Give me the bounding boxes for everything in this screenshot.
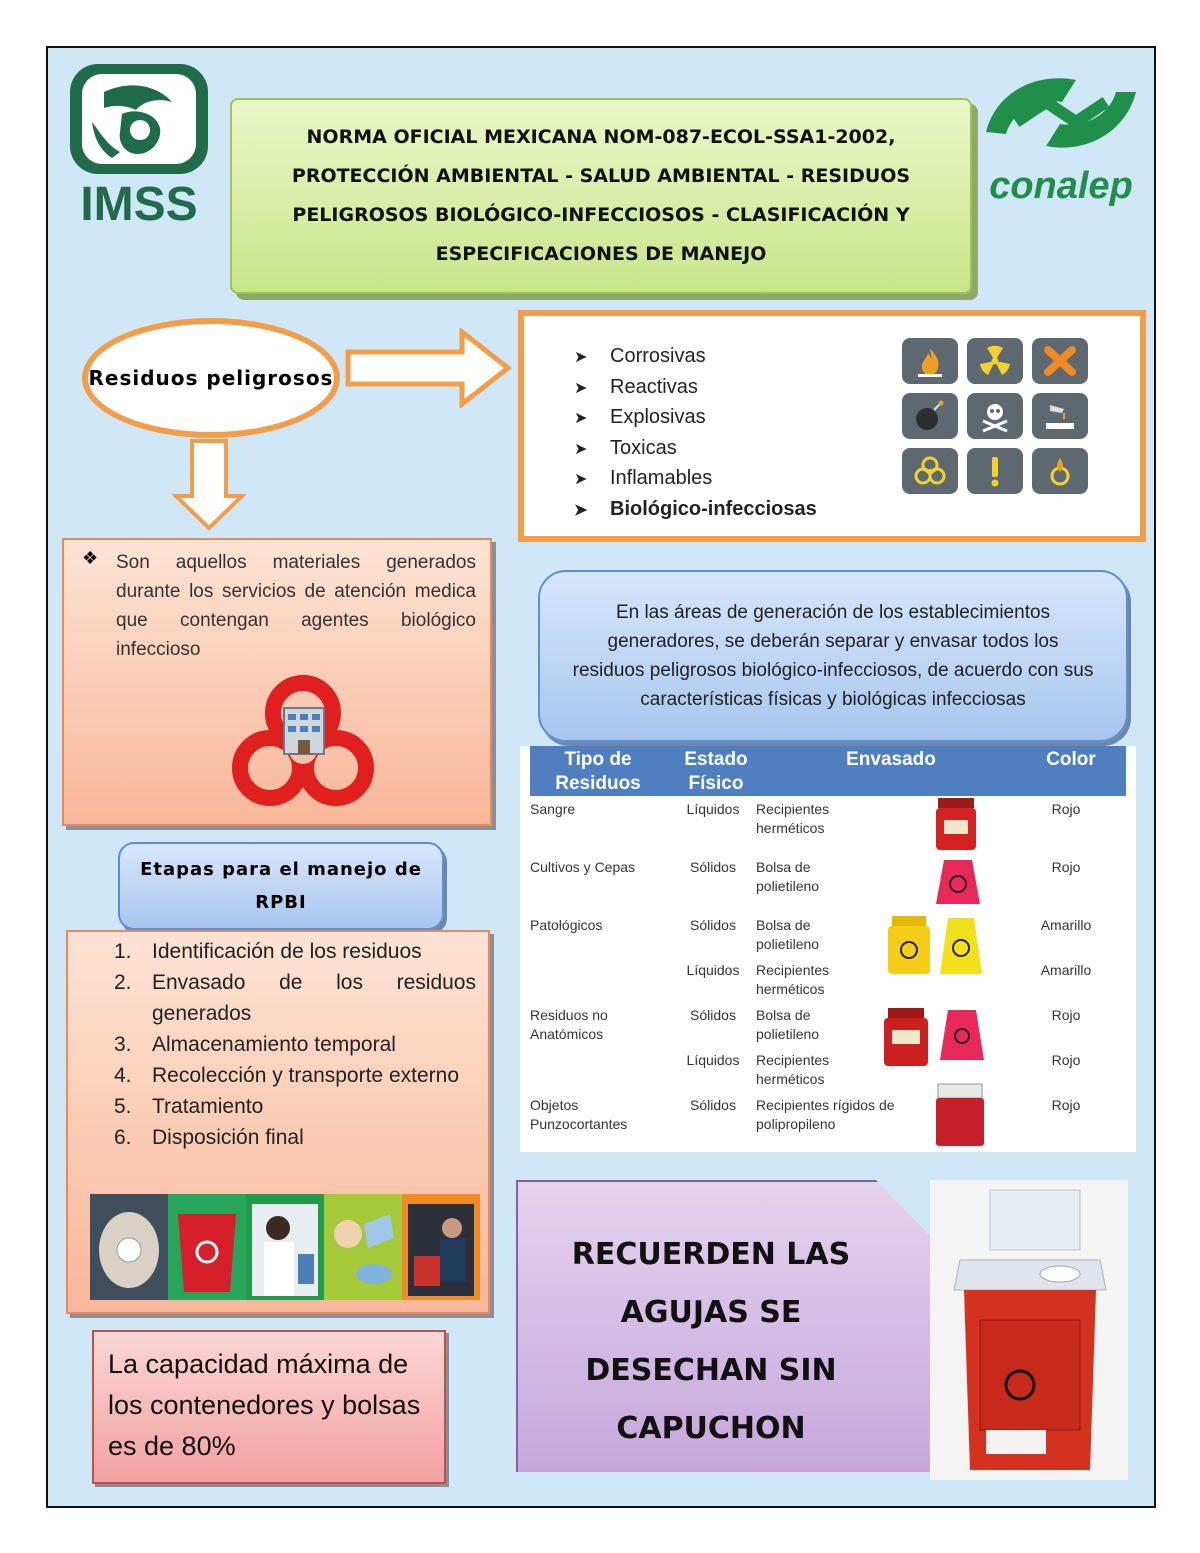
radiation-icon: [967, 338, 1023, 384]
etapas-list: [114, 936, 476, 1153]
capacity-box: [92, 1330, 446, 1484]
arrow-bullet-icon: ➤: [574, 440, 588, 458]
diamond-bullet-icon: ❖: [82, 548, 99, 568]
hazard-types-box: [518, 310, 1146, 542]
envasado-photo: [168, 1194, 246, 1300]
oxidizer-icon: [1032, 448, 1088, 494]
list-item: 5. Tratamiento: [114, 1095, 264, 1118]
header-tipo: Tipo de Residuos: [555, 749, 641, 794]
down-arrow-icon: [172, 438, 246, 537]
header-color: Color: [1046, 749, 1096, 770]
etapas-title-box: [118, 842, 444, 930]
harmful-x-icon: [1032, 338, 1088, 384]
conalep-logo: [976, 62, 1146, 212]
etapas-steps-box: [66, 930, 490, 1314]
almacenamiento-photo: [246, 1194, 324, 1300]
capacity-text: La capacidad máxima de los contenedores y bolsas es de 80%: [108, 1349, 421, 1461]
imss-logo-text: IMSS: [80, 178, 198, 228]
corrosive-icon: [1032, 393, 1088, 439]
biohazard-icon: [902, 448, 958, 494]
list-item: 2. Envasado de los residuos generados: [114, 971, 476, 1025]
list-item: 3. Almacenamiento temporal: [114, 1033, 396, 1056]
list-item: ➤ Reactivas: [574, 373, 817, 404]
identificacion-photo: [90, 1194, 168, 1300]
tratamiento-photo: [402, 1194, 480, 1300]
flame-icon: [902, 338, 958, 384]
red-bag-small-icon: [936, 1004, 988, 1069]
list-item: ➤ Explosivas: [574, 403, 817, 434]
arrow-bullet-icon: ➤: [574, 349, 588, 366]
agujas-text: RECUERDEN LAS AGUJAS SE DESECHAN SIN CAPUCHON: [571, 1237, 851, 1446]
list-item: ➤ Toxicas: [574, 434, 817, 465]
yellow-container-icon: [884, 912, 934, 983]
list-item: ➤ Corrosivas: [574, 342, 817, 373]
red-container-small-icon: [878, 1004, 934, 1075]
list-item: ➤ Inflamables: [574, 464, 817, 495]
arrow-bullet-icon: ➤: [574, 471, 588, 488]
imss-logo: [64, 62, 214, 228]
right-arrow-icon: [344, 328, 514, 413]
recoleccion-photo: [324, 1194, 402, 1300]
sharps-container-icon: [930, 1080, 990, 1155]
page-title: NORMA OFICIAL MEXICANA NOM-087-ECOL-SSA1-2002, PROTECCIÓN AMBIENTAL - SALUD AMBIENTAL - RESIDUOS PELIGROSOS BIOLÓGICO-INFECCIOSOS - CLASIFICACIÓN Y ESPECIFICACIONES DE MANEJO: [291, 126, 911, 265]
yellow-bag-icon: [936, 912, 986, 983]
list-item: 4. Recolección y transporte externo: [114, 1064, 459, 1087]
red-container-icon: [928, 792, 984, 859]
definition-box: [62, 538, 492, 826]
arrow-bullet-icon: ➤: [574, 501, 588, 519]
sharps-container-photo: [930, 1180, 1128, 1480]
hazard-icon-grid: [902, 338, 1088, 494]
definition-text: Son aquellos materiales generados durante los servicios de atención medica que contengan agentes biológico infeccioso: [116, 552, 476, 660]
list-item: ➤ Biológico-infecciosas: [574, 495, 817, 526]
table-header: [530, 746, 1126, 796]
explosive-icon: [902, 393, 958, 439]
list-item: 1. Identificación de los residuos: [114, 940, 422, 963]
hazard-types-list: [574, 342, 817, 525]
conalep-logo-text: conalep: [989, 165, 1133, 207]
biohazard-hospital-icon: [228, 668, 378, 823]
residuos-label: Residuos peligrosos: [88, 366, 334, 390]
title-box: [230, 98, 972, 294]
rpbi-table: Tipo de Residuos Estado Físico Envasado Color Sangre Líquidos Recipientes herméticos Rojo Cultivos y Cepas Sólidos Bolsa de polietileno Rojo Patológicos Sólidos Bolsa de polietileno Amarillo Líquidos Recipientes herméticos Amarillo Residuos no Anatómicos Sólidos Bolsa de polietileno Rojo Líquidos Recipientes herméticos Rojo Objetos Punzocortantes Sólidos Recipientes rígidos de polipropileno Rojo: [520, 746, 1136, 1152]
exclamation-icon: [967, 448, 1023, 494]
separation-text: En las áreas de generación de los establecimientos generadores, se deberán separar y envasar todos los residuos peligrosos biológico-infecciosos, de acuerdo con sus características físicas y biológicas infecciosas: [572, 602, 1094, 710]
residuos-oval: [82, 318, 340, 438]
separation-box: [538, 570, 1128, 742]
header-estado: Estado Físico: [684, 749, 748, 794]
arrow-bullet-icon: ➤: [574, 410, 588, 427]
arrow-bullet-icon: ➤: [574, 379, 588, 397]
skull-icon: [967, 393, 1023, 439]
etapas-title: Etapas para el manejo de RPBI: [140, 859, 422, 913]
etapas-photo-strip: [90, 1194, 478, 1300]
header-envasado: Envasado: [846, 749, 936, 770]
list-item: 6. Disposición final: [114, 1126, 304, 1149]
red-bag-icon: [930, 854, 986, 913]
